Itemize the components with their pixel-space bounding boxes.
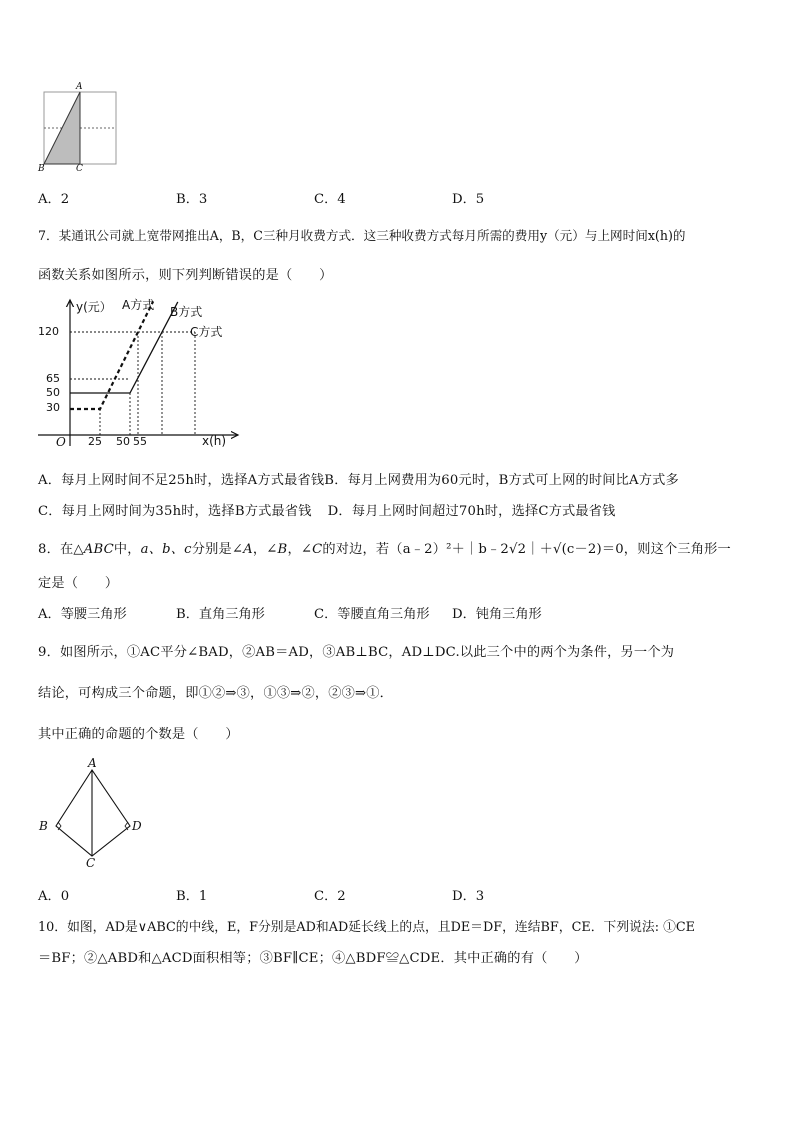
q7-series-label-a: A方式	[122, 298, 155, 312]
q8-triangle: △ABC	[73, 542, 114, 557]
q7-option-a: A．每月上网时间不足25h时，选择A方式最省钱	[38, 473, 325, 488]
q7-option-c: C．每月上网时间为35h时，选择B方式最省钱	[38, 504, 312, 519]
q7-y-axis-label: y(元）	[76, 300, 112, 314]
q7-x-axis-label: x(h)	[202, 434, 227, 448]
q10-stem-line2: ＝BF；②△ABD和△ACD面积相等；③BF∥CE；④△BDF≌△CDE．其中正确的有（ ）	[38, 951, 588, 966]
q9-option-d: D．3	[452, 889, 485, 904]
q7-ytick-50: 50	[46, 386, 60, 399]
q8-text-2: 分别是∠	[191, 542, 244, 557]
q8-angle-c: C	[312, 542, 323, 557]
q6-figure	[36, 82, 122, 176]
q9-label-b: B	[39, 819, 48, 833]
q7-series-label-c: C方式	[190, 325, 223, 339]
q9-stem-line2: 结论，可构成三个命题，即①②⇒③，①③⇒②，②③⇒①．	[38, 686, 394, 701]
q7-origin-label: O	[56, 435, 66, 449]
q9-label-c: C	[86, 856, 96, 870]
q8-equation-text: 的对边，若（a﹣2）²＋｜b﹣2√2｜＋√(c－2)＝0，则这个三角形一	[322, 542, 731, 557]
q8-stem-line1	[38, 538, 731, 557]
q6-label-c: C	[76, 164, 83, 174]
q8-text-1: 中，	[113, 542, 141, 557]
q7-stem-line1: 7．某通讯公司就上宽带网推出A，B，C三种月收费方式．这三种收费方式每月所需的费用y（元）与上网时间x(h)的	[38, 228, 686, 243]
q7-option-b: B．每月上网费用为60元时，B方式可上网的时间比A方式多	[324, 473, 679, 488]
q8-option-d: D．钝角三角形	[452, 607, 542, 622]
q8-text-4: ，∠	[287, 542, 313, 557]
q7-xtick-50: 50	[116, 435, 130, 448]
q7-option-d: D．每月上网时间超过70h时，选择C方式最省钱	[327, 504, 616, 519]
q7-ytick-65: 65	[46, 372, 60, 385]
q9-label-a: A	[88, 756, 97, 770]
q6-option-c: C．4	[314, 192, 346, 207]
q7-ytick-30: 30	[46, 401, 60, 414]
q6-option-b: B．3	[176, 192, 208, 207]
q6-triangle-grid	[36, 82, 122, 176]
q7-chart-svg	[30, 294, 250, 454]
q6-label-a: A	[76, 82, 83, 92]
q7-guide-lines	[70, 332, 195, 435]
q8-option-a: A．等腰三角形	[38, 607, 127, 622]
q8-number: 8．在	[38, 542, 74, 557]
q7-option-a-b	[38, 469, 679, 488]
q9-label-d: D	[132, 819, 142, 833]
q7-xtick-25: 25	[88, 435, 102, 448]
q6-label-b: B	[38, 164, 45, 174]
q8-option-b: B．直角三角形	[176, 607, 265, 622]
q7-ytick-120: 120	[38, 325, 59, 338]
q8-angle-b: B	[277, 542, 288, 557]
q7-option-c-d	[38, 500, 616, 519]
q8-angle-a: A	[243, 542, 253, 557]
q6-option-d: D．5	[452, 192, 485, 207]
q7-stem-line2: 函数关系如图所示，则下列判断错误的是（ ）	[38, 268, 333, 283]
q6-option-a: A．2	[38, 192, 70, 207]
q8-option-c: C．等腰直角三角形	[314, 607, 430, 622]
q9-stem-line3: 其中正确的命题的个数是（ ）	[38, 727, 239, 742]
q8-sides: a、b、c	[140, 542, 192, 557]
q9-stem-line1: 9．如图所示，①AC平分∠BAD，②AB＝AD，③AB⊥BC，AD⊥DC.以此三个中的两个为条件，另一个为	[38, 645, 675, 660]
q8-text-3: ，∠	[252, 542, 278, 557]
q7-chart	[30, 294, 250, 454]
q10-stem-line1: 10．如图，AD是∨ABC的中线，E，F分别是AD和AD延长线上的点，且DE＝DF，连结BF，CE．下列说法: ①CE	[38, 920, 696, 935]
q9-option-b: B．1	[176, 889, 208, 904]
q8-stem-line2: 定是（ ）	[38, 576, 119, 591]
q9-option-a: A．0	[38, 889, 70, 904]
q7-xtick-55: 55	[133, 435, 147, 448]
q7-series-label-b: B方式	[170, 305, 203, 319]
q9-figure	[34, 756, 154, 874]
q9-option-c: C．2	[314, 889, 346, 904]
